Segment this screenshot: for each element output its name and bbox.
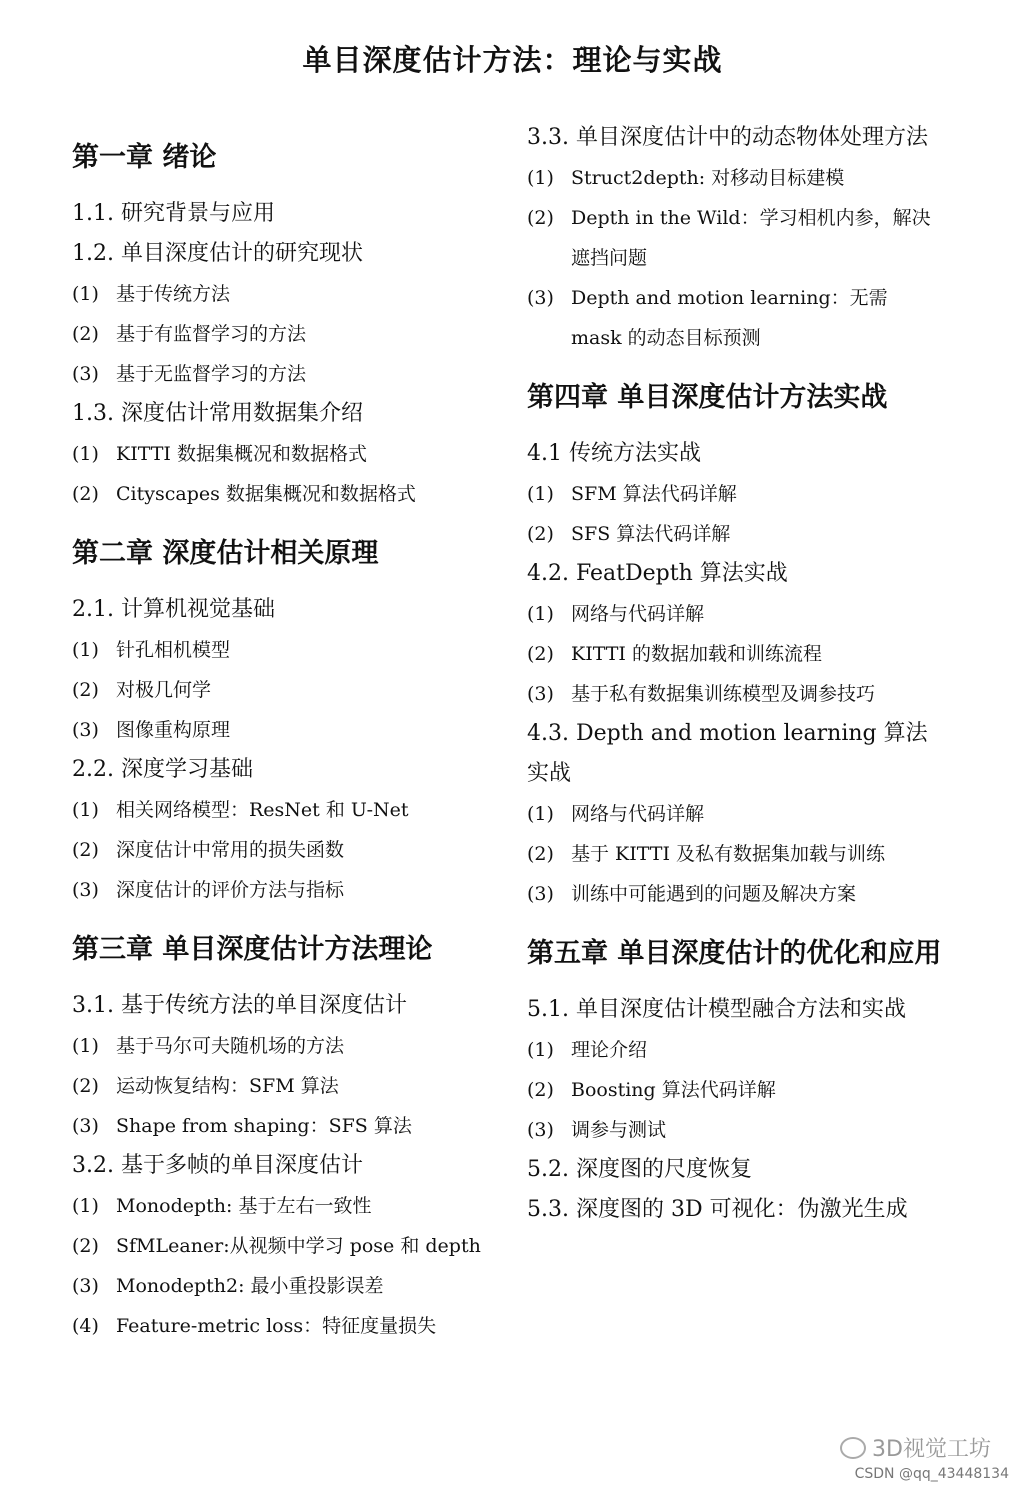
list-item-text: Boosting 算法代码详解 [571,1079,776,1101]
section-1-1: 1.1. 研究背景与应用 [72,201,275,226]
section-4-3: 4.3. Depth and motion learning 算法实战 [527,721,928,786]
section-2-2-list [72,790,497,910]
list-item-text: SFM 算法代码详解 [571,483,737,505]
list-item-text: Cityscapes 数据集概况和数据格式 [116,483,416,505]
list-item-text: Depth and motion learning：无需 mask 的动态目标预测 [571,287,888,349]
list-item-text: KITTI 数据集概况和数据格式 [116,443,367,465]
list-item-number: (4) [72,1315,99,1337]
list-item-number: (2) [72,1235,99,1257]
list-item [527,634,942,674]
list-item [72,1266,497,1306]
list-item-number: (3) [527,683,554,705]
left-column [72,118,497,1346]
list-item-number: (1) [72,799,99,821]
chapter-1-heading: 第一章 绪论 [72,142,217,173]
list-item [72,1306,497,1346]
list-item-number: (1) [72,283,99,305]
document-title: 单目深度估计方法：理论与实战 [302,43,723,77]
list-item-number: (2) [527,643,554,665]
section-4-1: 4.1 传统方法实战 [527,441,701,466]
list-item-number: (1) [527,603,554,625]
section-1-3-list [72,434,497,514]
list-item [527,474,942,514]
chapter-3-heading: 第三章 单目深度估计方法理论 [72,934,433,965]
list-item-text: KITTI 的数据加载和训练流程 [571,643,822,665]
list-item [72,1186,497,1226]
list-item [72,1106,497,1146]
list-item [72,710,497,750]
list-item [72,1226,497,1266]
list-item [72,830,497,870]
chapter-5-heading: 第五章 单目深度估计的优化和应用 [527,938,942,969]
list-item [527,834,942,874]
section-3-2-list [72,1186,497,1346]
list-item-text: 网络与代码详解 [571,603,705,625]
list-item-text: 运动恢复结构：SFM 算法 [116,1075,339,1097]
list-item-number: (3) [72,363,99,385]
list-item-text: 训练中可能遇到的问题及解决方案 [571,883,857,905]
list-item-text: SfMLeaner:从视频中学习 pose 和 depth [116,1235,481,1257]
list-item-number: (1) [72,639,99,661]
list-item-text: 深度估计中常用的损失函数 [116,839,345,861]
list-item [72,434,497,474]
list-item-number: (2) [527,843,554,865]
section-3-1: 3.1. 基于传统方法的单目深度估计 [72,993,407,1018]
section-1-2-list [72,274,497,394]
watermark-text: 3D视觉工坊 [872,1437,991,1462]
list-item-number: (2) [527,207,554,229]
list-item [527,1070,942,1110]
list-item-text: 基于私有数据集训练模型及调参技巧 [571,683,876,705]
section-3-3: 3.3. 单目深度估计中的动态物体处理方法 [527,125,928,150]
list-item [527,278,942,358]
list-item-text: 针孔相机模型 [116,639,231,661]
list-item-text: 基于有监督学习的方法 [116,323,307,345]
list-item [72,1026,497,1066]
list-item-text: SFS 算法代码详解 [571,523,731,545]
list-item [527,794,942,834]
list-item-number: (1) [527,1039,554,1061]
list-item [72,474,497,514]
list-item [527,1030,942,1070]
list-item [72,274,497,314]
list-item-text: Feature-metric loss：特征度量损失 [116,1315,437,1337]
list-item-number: (2) [72,483,99,505]
list-item-number: (2) [72,679,99,701]
list-item-text: 深度估计的评价方法与指标 [116,879,345,901]
list-item-text: 基于无监督学习的方法 [116,363,307,385]
list-item-number: (2) [72,839,99,861]
list-item-number: (3) [72,1275,99,1297]
list-item-number: (1) [527,167,554,189]
list-item-text: 相关网络模型：ResNet 和 U-Net [116,799,409,821]
list-item-number: (1) [527,483,554,505]
section-3-3-list [527,158,942,358]
section-1-2: 1.2. 单目深度估计的研究现状 [72,241,363,266]
list-item-text: 网络与代码详解 [571,803,705,825]
list-item-number: (1) [72,1035,99,1057]
list-item-number: (3) [72,879,99,901]
list-item-number: (2) [72,323,99,345]
list-item [72,870,497,910]
section-3-2: 3.2. 基于多帧的单目深度估计 [72,1153,363,1178]
list-item [527,1110,942,1150]
chapter-2-heading: 第二章 深度估计相关原理 [72,538,379,569]
right-column [527,118,942,1230]
list-item [527,674,942,714]
section-2-1-list [72,630,497,750]
list-item [527,198,942,278]
section-5-1: 5.1. 单目深度估计模型融合方法和实战 [527,997,906,1022]
list-item-number: (3) [72,719,99,741]
list-item-text: 基于马尔可夫随机场的方法 [116,1035,345,1057]
list-item-number: (1) [527,803,554,825]
list-item-number: (3) [527,287,554,309]
section-4-3-list [527,794,942,914]
section-5-3: 5.3. 深度图的 3D 可视化：伪激光生成 [527,1197,908,1222]
section-2-1: 2.1. 计算机视觉基础 [72,597,275,622]
list-item [72,1066,497,1106]
list-item-text: Depth in the Wild：学习相机内参，解决遮挡问题 [571,207,931,269]
list-item-text: 基于 KITTI 及私有数据集加载与训练 [571,843,885,865]
list-item-number: (1) [72,1195,99,1217]
list-item [72,630,497,670]
list-item [527,158,942,198]
list-item-text: Monodepth: 基于左右一致性 [116,1195,372,1217]
section-4-2-list [527,594,942,714]
list-item [527,594,942,634]
list-item-text: 调参与测试 [571,1119,667,1141]
list-item-text: 对极几何学 [116,679,212,701]
list-item [527,514,942,554]
list-item-number: (3) [527,1119,554,1141]
section-4-2: 4.2. FeatDepth 算法实战 [527,561,788,586]
list-item-text: Monodepth2: 最小重投影误差 [116,1275,384,1297]
list-item-text: 图像重构原理 [116,719,231,741]
list-item [527,874,942,914]
wechat-icon [840,1437,866,1459]
section-1-3: 1.3. 深度估计常用数据集介绍 [72,401,363,426]
list-item-number: (2) [527,1079,554,1101]
list-item-number: (3) [72,1115,99,1137]
chapter-4-heading: 第四章 单目深度估计方法实战 [527,382,888,413]
list-item-number: (2) [72,1075,99,1097]
list-item-text: 基于传统方法 [116,283,231,305]
wechat-watermark [840,1432,991,1463]
section-5-2: 5.2. 深度图的尺度恢复 [527,1157,752,1182]
section-2-2: 2.2. 深度学习基础 [72,757,253,782]
list-item [72,670,497,710]
list-item-number: (2) [527,523,554,545]
section-4-1-list [527,474,942,554]
csdn-watermark: CSDN @qq_43448134 [854,1466,1009,1482]
list-item [72,314,497,354]
list-item [72,354,497,394]
list-item-text: Shape from shaping：SFS 算法 [116,1115,412,1137]
list-item [72,790,497,830]
section-5-1-list [527,1030,942,1150]
list-item-number: (1) [72,443,99,465]
list-item-text: 理论介绍 [571,1039,648,1061]
list-item-text: Struct2depth: 对移动目标建模 [571,167,845,189]
section-3-1-list [72,1026,497,1146]
list-item-number: (3) [527,883,554,905]
